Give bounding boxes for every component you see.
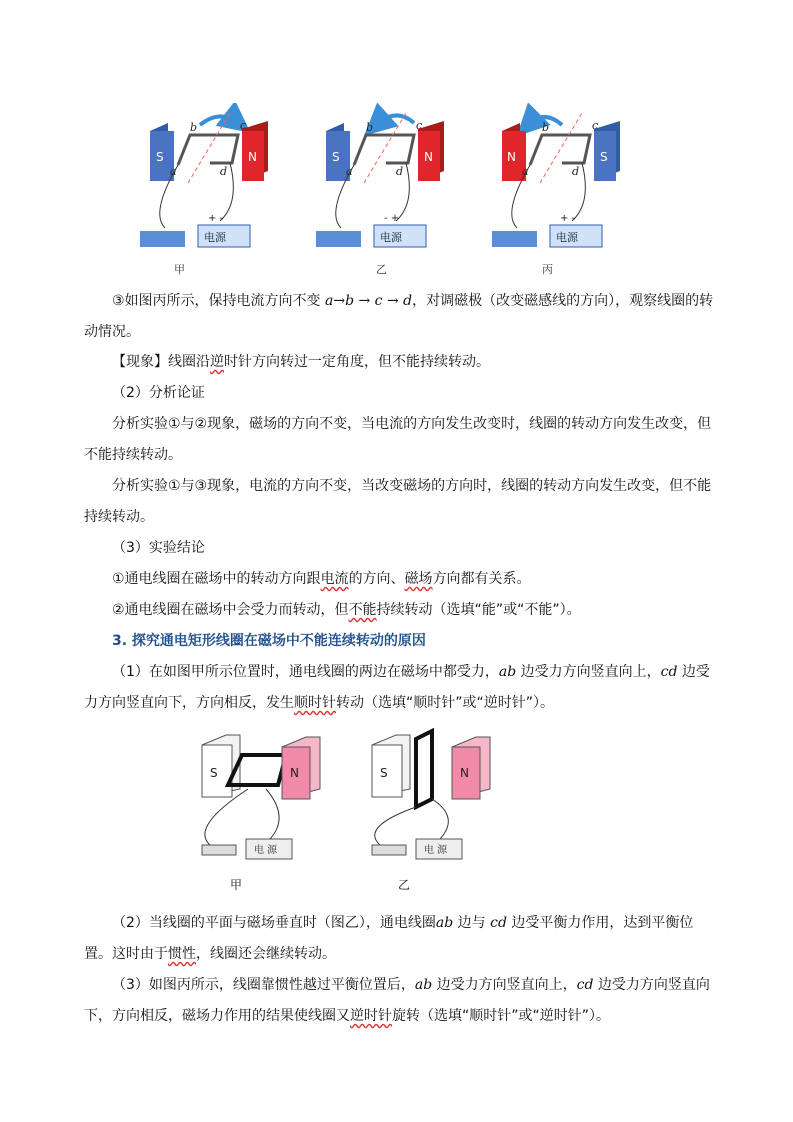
panel-bing <box>492 113 620 276</box>
paragraph-analysis-2: 分析实验①与③现象，电流的方向不变，当改变磁场的方向时，线圈的转动方向发生改变，但不能持续转动。 <box>84 478 712 525</box>
svg-text:b: b <box>190 121 198 134</box>
pole-right-label: N <box>424 150 433 164</box>
svg-text:电 源: 电 源 <box>424 845 448 856</box>
svg-text:电源: 电源 <box>380 231 402 244</box>
paragraph-position-jia: （1）在如图甲所示位置时，通电线圈的两边在磁场中都受力，ab 边受力方向竖直向上，cd 边受力方向竖直向下，方向相反，发生顺时针转动（选填“顺时针”或“逆时针”）。 <box>84 664 710 711</box>
svg-text:b: b <box>366 121 374 134</box>
paragraph-analysis-1: 分析实验①与②现象，磁场的方向不变，当电流的方向发生改变时，线圈的转动方向发生改变，但不能持续转动。 <box>84 416 712 463</box>
section-conclusion-title: （3）实验结论 <box>112 540 205 556</box>
switch <box>202 845 236 855</box>
pole-left-label: N <box>507 150 516 164</box>
switch <box>140 231 185 247</box>
pole-left-label: S <box>156 150 164 164</box>
svg-text:+ -: + - <box>208 213 224 224</box>
svg-text:a: a <box>346 165 353 178</box>
svg-text:N: N <box>460 766 469 780</box>
paragraph-position-bing: （3）如图丙所示，线圈靠惯性越过平衡位置后，ab 边受力方向竖直向上，cd 边受力方向竖直向下，方向相反，磁场力作用的结果使线圈又逆时针旋转（选填“顺时针”或“逆时针”）。 <box>84 977 710 1024</box>
svg-text:电源: 电源 <box>556 231 578 244</box>
caption-jia-2: 甲 <box>230 878 243 892</box>
switch <box>492 231 537 247</box>
panel-jia <box>140 113 268 276</box>
svg-text:d: d <box>396 165 404 178</box>
svg-text:电 源: 电 源 <box>254 845 278 856</box>
svg-text:- +: - + <box>384 213 400 224</box>
pole-right-label: N <box>248 150 257 164</box>
paragraph-conclusion-2: ②通电线圈在磁场中会受力而转动，但不能持续转动（选填“能”或“不能”）。 <box>112 602 581 618</box>
coil <box>416 731 432 807</box>
svg-text:d: d <box>220 165 228 178</box>
motor-experiment-figure <box>120 103 650 283</box>
svg-text:a: a <box>522 165 529 178</box>
paragraph-position-yi: （2）当线圈的平面与磁场垂直时（图乙），通电线圈ab 边与 cd 边受平衡力作用，达到平衡位置。这时由于惯性，线圈还会继续转动。 <box>84 915 694 962</box>
caption-yi: 乙 <box>376 263 387 276</box>
pole-right-label: S <box>600 150 608 164</box>
svg-text:b: b <box>542 121 550 134</box>
svg-text:S: S <box>210 766 218 780</box>
switch <box>316 231 361 247</box>
panel-yi-2 <box>372 731 490 892</box>
paragraph-conclusion-1: ①通电线圈在磁场中的转动方向跟电流的方向、磁场方向都有关系。 <box>112 571 531 587</box>
paragraph-phenomenon: 【现象】线圈沿逆时针方向转过一定角度，但不能持续转动。 <box>112 354 490 370</box>
svg-text:c: c <box>592 119 599 132</box>
caption-yi-2: 乙 <box>398 878 411 892</box>
panel-jia-2 <box>202 735 320 892</box>
svg-text:c: c <box>240 119 247 132</box>
caption-jia: 甲 <box>174 263 185 276</box>
svg-text:d: d <box>572 165 580 178</box>
svg-text:S: S <box>380 766 388 780</box>
svg-text:+ -: + - <box>560 213 576 224</box>
caption-bing: 丙 <box>542 263 553 276</box>
pole-left-label: S <box>332 150 340 164</box>
svg-text:N: N <box>290 766 299 780</box>
paragraph-step3: ③如图丙所示，保持电流方向不变 a→b → c → d，对调磁极（改变磁感线的方向），观察线圈的转动情况。 <box>84 293 714 340</box>
section-heading-3: 3. 探究通电矩形线圈在磁场中不能连续转动的原因 <box>112 633 426 649</box>
section-analysis-title: （2）分析论证 <box>112 385 205 401</box>
coil-position-figure <box>190 727 500 897</box>
svg-text:电源: 电源 <box>204 231 226 244</box>
svg-text:c: c <box>416 119 423 132</box>
svg-text:a: a <box>170 165 177 178</box>
panel-yi <box>316 113 444 276</box>
switch <box>372 845 406 855</box>
